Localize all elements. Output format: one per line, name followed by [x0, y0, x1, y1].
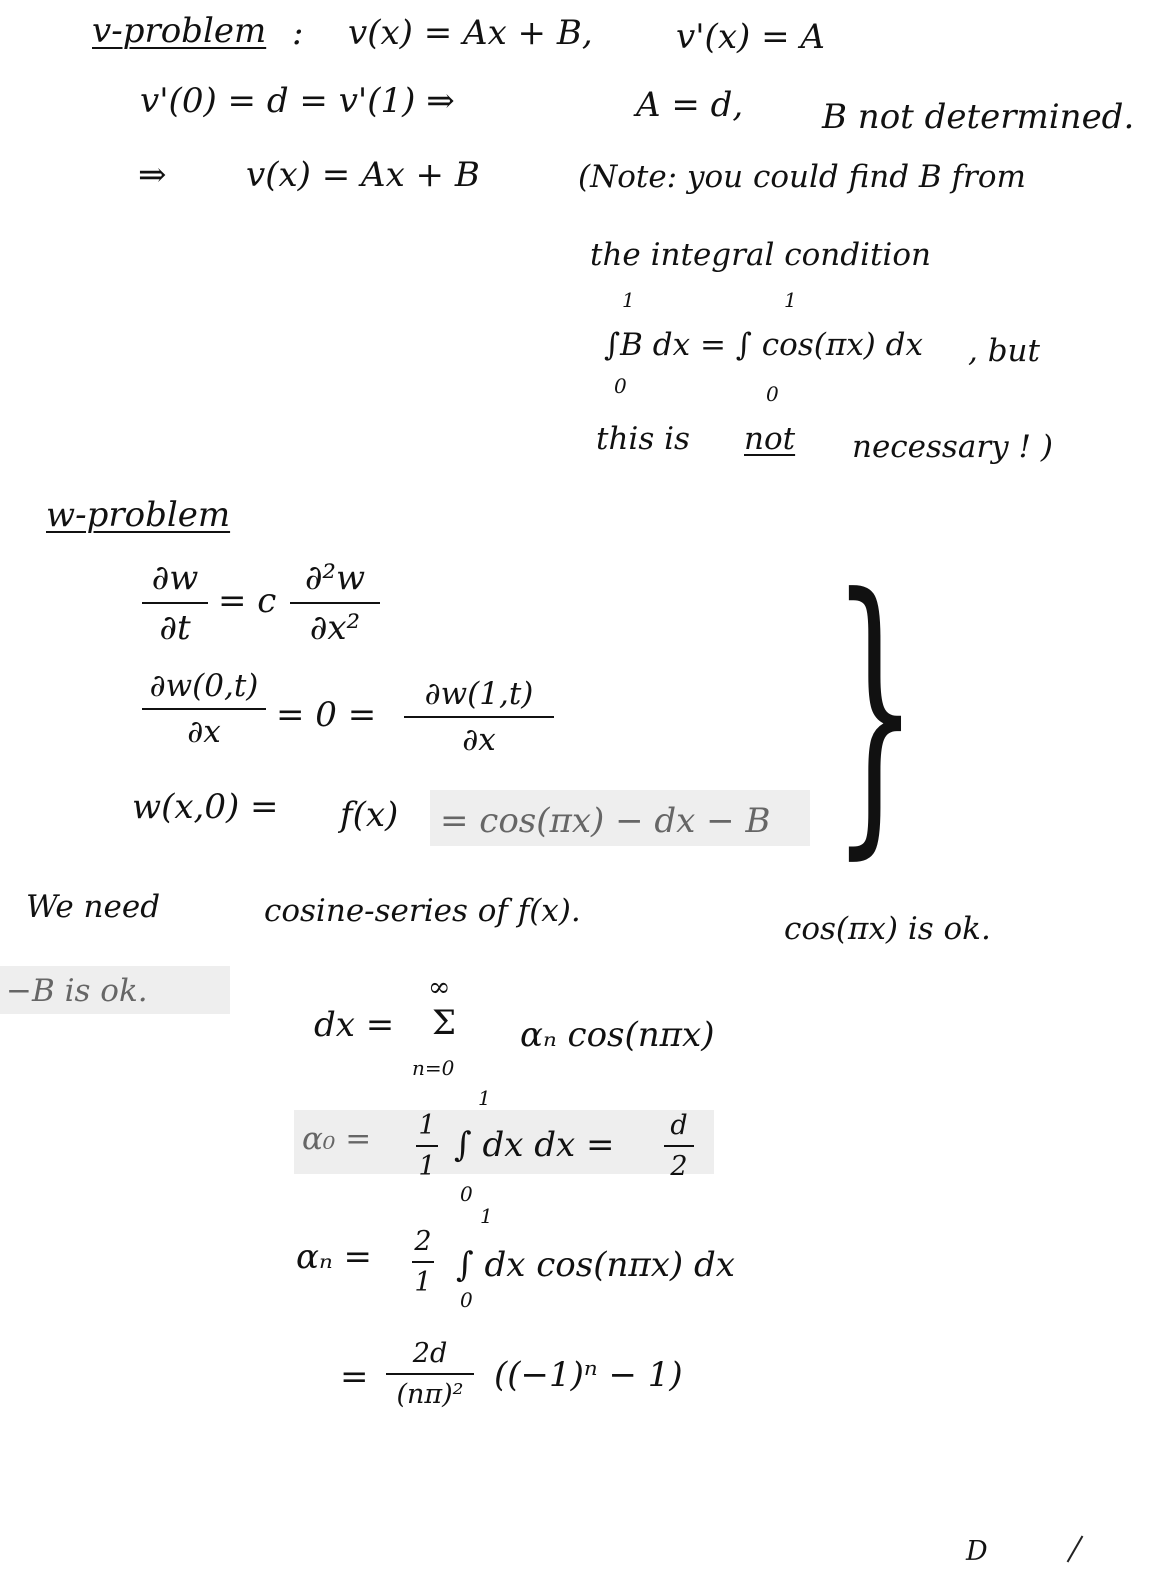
note-line-4b: necessary ! ): [852, 429, 1053, 465]
note-line-2: the integral condition: [590, 237, 931, 273]
result-fraction: [386, 1338, 474, 1410]
alpha0-frac-num: 1: [418, 1110, 436, 1141]
note-integral-lower-2: 0: [766, 382, 779, 406]
cos-pi-x-ok: cos(πx) is ok.: [784, 911, 991, 947]
fraction-bar: [290, 602, 380, 604]
alpha0-int-lower: 0: [460, 1182, 473, 1206]
v-problem-colon: :: [292, 13, 304, 53]
pde-lhs-fraction: [142, 558, 208, 648]
note-line-4a: this is: [596, 421, 690, 457]
sum-symbol: Σ: [432, 1003, 457, 1043]
v-b-not-determined: B not determined.: [822, 97, 1135, 137]
result-paren: ((−1)ⁿ − 1): [494, 1355, 683, 1395]
result-num: 2d: [412, 1338, 448, 1369]
alpha0-res-den: 2: [670, 1151, 688, 1182]
sum-term: αₙ cos(nπx): [520, 1015, 715, 1055]
pde-rhs-fraction: [290, 558, 380, 648]
bc-rhs-den: ∂x: [462, 722, 496, 758]
fraction-bar: [404, 716, 554, 718]
v-implies-arrow: ⇒: [138, 155, 167, 195]
corner-mark: D: [966, 1536, 988, 1567]
alpha0-result: [664, 1110, 694, 1182]
pde-lhs-num: ∂w: [151, 558, 199, 598]
bc-rhs-num: ∂w(1,t): [424, 676, 534, 712]
alphan-frac-den: 1: [414, 1267, 432, 1298]
bc-lhs-num: ∂w(0,t): [149, 668, 259, 704]
ic-f: f(x): [340, 795, 399, 835]
alpha0-lhs: α₀ =: [302, 1121, 372, 1157]
v-solution-line: v(x) = Ax + B,: [348, 13, 593, 53]
corner-scribble: [1067, 1536, 1084, 1563]
alphan-fraction: [412, 1226, 434, 1298]
v-boundary-condition: v'(0) = d = v'(1) ⇒: [140, 81, 455, 121]
fraction-bar: [664, 1145, 694, 1147]
fraction-bar: [416, 1145, 438, 1147]
result-equals: =: [340, 1357, 369, 1397]
alpha0-integral: ∫ dx dx =: [454, 1125, 615, 1165]
alphan-lhs: αₙ =: [296, 1237, 373, 1277]
alpha0-int-upper: 1: [478, 1086, 491, 1110]
bc-lhs-fraction: [142, 668, 266, 750]
fraction-bar: [142, 602, 208, 604]
pde-rhs-num: ∂²w: [304, 558, 366, 598]
note-integral-upper-2: 1: [784, 288, 797, 312]
note-but: , but: [968, 333, 1040, 369]
v-a-equals-d: A = d,: [636, 85, 744, 125]
result-den: (nπ)²: [396, 1379, 464, 1410]
ic-lhs: w(x,0) =: [132, 787, 279, 827]
system-brace: }: [832, 535, 918, 884]
minus-b-ok: −B is ok.: [6, 973, 148, 1009]
alphan-frac-num: 2: [414, 1226, 432, 1257]
alphan-int-lower: 0: [460, 1288, 473, 1312]
fraction-bar: [386, 1373, 474, 1375]
note-not-underlined: not: [744, 421, 796, 457]
alpha0-res-num: d: [670, 1110, 688, 1141]
note-integral-upper-1: 1: [622, 288, 635, 312]
we-need-text: We need: [26, 889, 161, 925]
alpha0-fraction: [416, 1110, 438, 1182]
v-problem-heading: v-problem: [92, 11, 267, 51]
note-line-1: (Note: you could find B from: [578, 159, 1026, 195]
bc-equals-zero: = 0 =: [276, 695, 377, 735]
bc-rhs-fraction: [404, 676, 554, 758]
series-lhs: dx =: [314, 1005, 395, 1045]
v-derivative-line: v'(x) = A: [676, 17, 825, 57]
v-final-solution: v(x) = Ax + B: [246, 155, 480, 195]
sum-lower-limit: n=0: [412, 1056, 455, 1080]
cosine-series-text: cosine-series of f(x).: [264, 893, 581, 929]
pde-rhs-den: ∂x²: [309, 608, 361, 648]
alphan-integral: ∫ dx cos(nπx) dx: [456, 1245, 735, 1285]
pde-lhs-den: ∂t: [159, 608, 191, 648]
note-integral-lower-1: 0: [614, 374, 627, 398]
sum-upper-limit: ∞: [428, 972, 451, 1003]
w-problem-heading: w-problem: [46, 495, 231, 535]
note-integral-equation: ∫B dx = ∫ cos(πx) dx: [604, 327, 923, 363]
fraction-bar: [412, 1261, 434, 1263]
alpha0-frac-den: 1: [418, 1151, 436, 1182]
fraction-bar: [142, 708, 266, 710]
bc-lhs-den: ∂x: [187, 714, 221, 750]
pde-equals-c: = c: [218, 581, 277, 621]
ic-rhs: = cos(πx) − dx − B: [440, 801, 771, 841]
alphan-int-upper: 1: [480, 1204, 493, 1228]
